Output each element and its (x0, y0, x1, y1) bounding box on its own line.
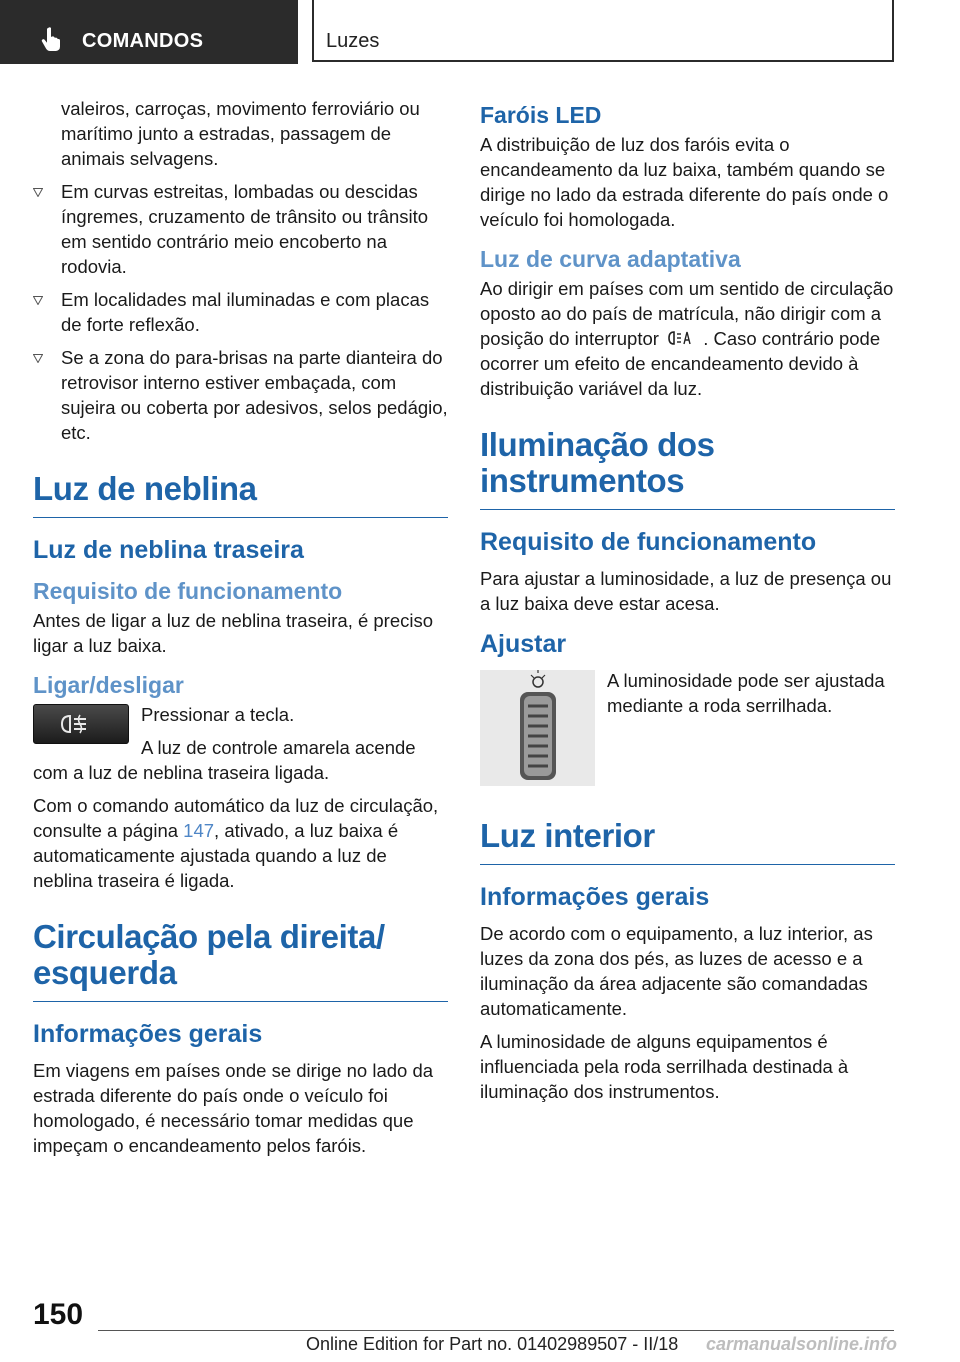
watermark: carmanualsonline.info (706, 1334, 898, 1354)
indicator-text: A luz de controle amarela acende com a luz de neblina traseira ligada. (33, 737, 416, 783)
hand-pointer-icon (40, 26, 64, 52)
page-header (0, 0, 960, 68)
list-item: Em localidades mal iluminadas e com placas de forte reflexão. (33, 287, 448, 337)
edition-text: Online Edition for Part no. 01402989507 - II/18 (306, 1334, 679, 1354)
interior-info-heading: Informações gerais (480, 883, 710, 911)
press-instruction: Pressionar a tecla. (141, 704, 295, 725)
triangle-bullet-icon (33, 354, 43, 363)
adaptive-curve-heading: Luz de curva adaptativa (480, 246, 741, 272)
traffic-info-heading: Informações gerais (33, 1020, 263, 1048)
subsection-title: Luzes (326, 30, 380, 52)
fog-requirement-heading: Requisito de funcionamento (33, 578, 343, 604)
list-item: Em curvas estreitas, lombadas ou descidas íngremes, cruzamento de trânsito ou trânsito em sentido contrário meio encoberto na rodovia. (33, 179, 448, 279)
list-item: Se a zona do para-brisas na parte dianteira do retrovisor interno estiver embaçada, com sujeira ou coberta por adesivos, selos pedágio, etc. (33, 345, 448, 445)
right-column (480, 96, 895, 1112)
fog-toggle-block (33, 702, 448, 793)
adaptive-curve-text: Ao dirigir em países com um sentido de circulação oposto ao do país de matrícula, não dirigir com a posição do interruptor . Caso contrário pode ocorrer um efeito de encandeamento devido à distribuição variável da luz. (480, 278, 894, 399)
instrument-lighting-heading: Iluminação dos instrumentos (480, 427, 895, 510)
led-headlights-heading: Faróis LED (480, 102, 602, 128)
left-column (33, 96, 448, 1166)
instrument-requirement-heading: Requisito de funcionamento (480, 528, 817, 556)
fog-light-heading: Luz de neblina (33, 471, 448, 518)
section-tab (0, 0, 298, 64)
rear-fog-light-icon (34, 705, 128, 743)
triangle-bullet-icon (33, 296, 43, 305)
interior-text-2: A luminosidade de alguns equipamentos é influenciada pela roda serrilhada destinada à iluminação dos instrumentos. (480, 1031, 849, 1102)
auto-light-text: Com o comando automático da luz de circulação, consulte a página 147, ativado, a luz baixa é automaticamente ajustada quando a luz de neblina traseira é ligada. (33, 795, 439, 891)
section-title: COMANDOS (82, 30, 204, 52)
condition-list (33, 179, 448, 445)
adjust-block (480, 668, 895, 792)
fog-requirement-text: Antes de ligar a luz de neblina traseira, é preciso ligar a luz baixa. (33, 610, 434, 656)
thumbwheel-icon (480, 670, 595, 786)
page-number: 150 (33, 1298, 84, 1331)
traffic-side-heading: Circulação pela direita/ esquerda (33, 919, 448, 1002)
fog-toggle-heading: Ligar/desligar (33, 672, 184, 698)
adjust-text: A luminosidade pode ser ajustada mediante a roda serrilhada. (607, 670, 885, 716)
auto-headlight-switch-icon (664, 326, 698, 348)
interior-text-1: De acordo com o equipamento, a luz interior, as luzes da zona dos pés, as luzes de acesso e a iluminação da área adjacente são comandadas automaticamente. (480, 923, 873, 1019)
rear-fog-button-image (33, 704, 129, 744)
triangle-bullet-icon (33, 188, 43, 197)
footer-divider (98, 1330, 894, 1331)
rear-fog-heading: Luz de neblina traseira (33, 536, 304, 564)
adjust-heading: Ajustar (480, 630, 567, 658)
instrument-requirement-text: Para ajustar a luminosidade, a luz de presença ou a luz baixa deve estar acesa. (480, 568, 892, 614)
subsection-tab (312, 0, 894, 62)
interior-light-heading: Luz interior (480, 818, 895, 865)
traffic-info-text: Em viagens em países onde se dirige no lado da estrada diferente do país onde o veículo foi homologado, é necessário tomar medidas que impeçam o encandeamento pelos faróis. (33, 1060, 434, 1156)
thumbwheel-image (480, 670, 595, 786)
intro-continuation: valeiros, carroças, movimento ferroviário ou marítimo junto a estradas, passagem de animais selvagens. (61, 98, 420, 169)
led-headlights-text: A distribuição de luz dos faróis evita o encandeamento da luz baixa, também quando se dirige no lado da estrada diferente do país onde o veículo foi homologada. (480, 134, 889, 230)
page-link[interactable]: 147 (183, 820, 215, 841)
